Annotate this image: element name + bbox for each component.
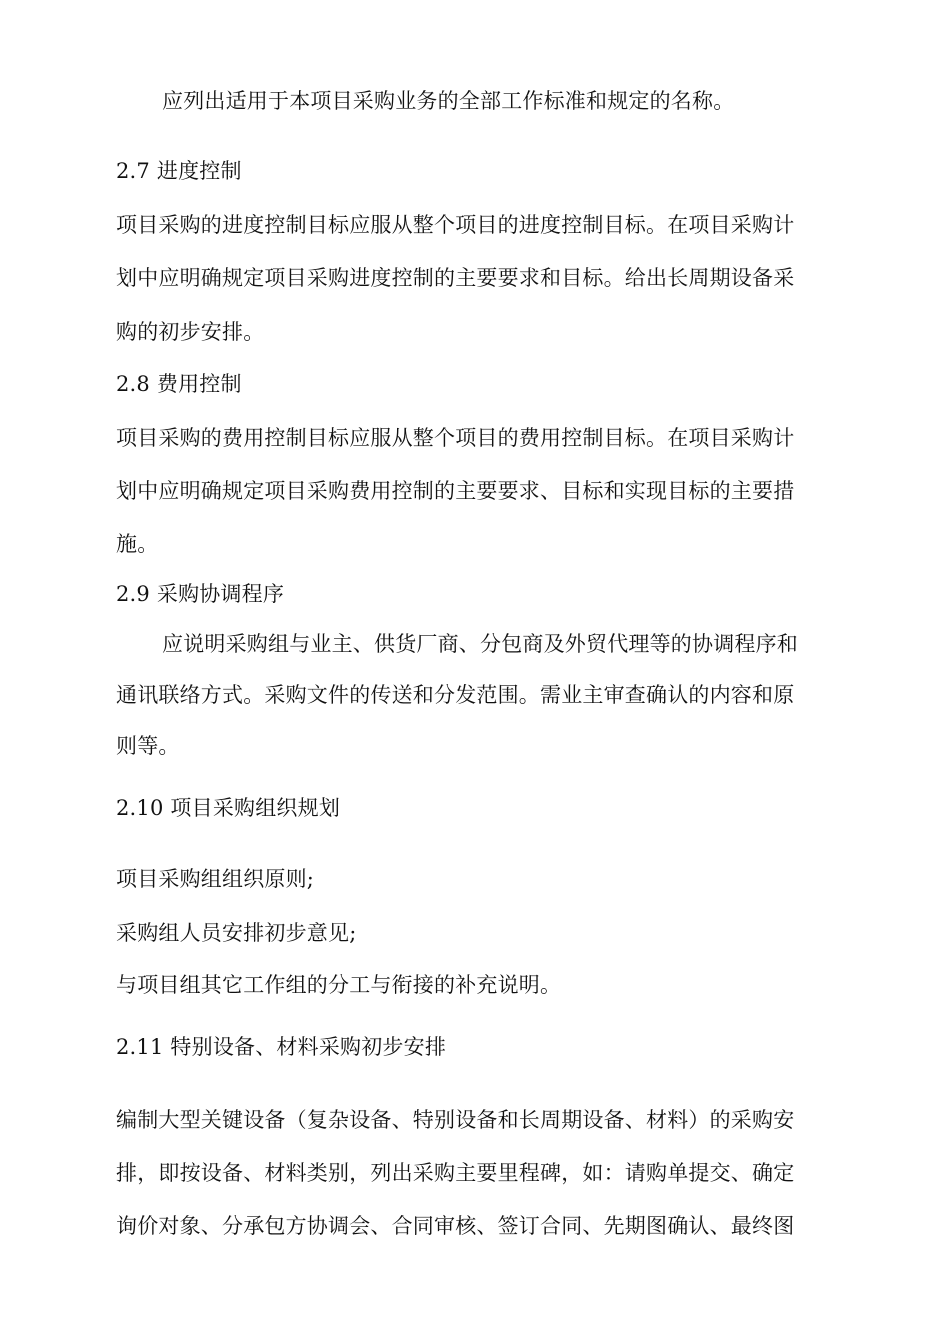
paragraph-2-9-line-3: 则等。: [116, 734, 180, 758]
heading-2-9: 2.9 采购协调程序: [116, 582, 285, 606]
paragraph-intro: 应列出适用于本项目采购业务的全部工作标准和规定的名称。: [162, 89, 735, 113]
list-item-2-10-1: 项目采购组组织原则;: [116, 867, 315, 891]
heading-2-11: 2.11 特别设备、材料采购初步安排: [116, 1035, 447, 1059]
paragraph-2-9-line-2: 通讯联络方式。采购文件的传送和分发范围。需业主审查确认的内容和原: [116, 683, 795, 707]
paragraph-2-11-line-3: 询价对象、分承包方协调会、合同审核、签订合同、先期图确认、最终图: [116, 1214, 795, 1238]
paragraph-2-7-line-1: 项目采购的进度控制目标应服从整个项目的进度控制目标。在项目采购计: [116, 213, 795, 237]
paragraph-2-8-line-1: 项目采购的费用控制目标应服从整个项目的费用控制目标。在项目采购计: [116, 426, 795, 450]
paragraph-2-8-line-3: 施。: [116, 532, 159, 556]
heading-2-8: 2.8 费用控制: [116, 372, 242, 396]
list-item-2-10-2: 采购组人员安排初步意见;: [116, 921, 357, 945]
paragraph-2-7-line-2: 划中应明确规定项目采购进度控制的主要要求和目标。给出长周期设备采: [116, 266, 795, 290]
paragraph-2-11-line-1: 编制大型关键设备（复杂设备、特别设备和长周期设备、材料）的采购安: [116, 1108, 795, 1132]
paragraph-2-11-line-2: 排，即按设备、材料类别，列出采购主要里程碑，如：请购单提交、确定: [116, 1161, 795, 1185]
paragraph-2-7-line-3: 购的初步安排。: [116, 320, 265, 344]
heading-2-10: 2.10 项目采购组织规划: [116, 796, 341, 820]
paragraph-2-8-line-2: 划中应明确规定项目采购费用控制的主要要求、目标和实现目标的主要措: [116, 479, 795, 503]
heading-2-7: 2.7 进度控制: [116, 159, 242, 183]
paragraph-2-9-line-1: 应说明采购组与业主、供货厂商、分包商及外贸代理等的协调程序和: [162, 632, 798, 656]
list-item-2-10-3: 与项目组其它工作组的分工与衔接的补充说明。: [116, 973, 562, 997]
